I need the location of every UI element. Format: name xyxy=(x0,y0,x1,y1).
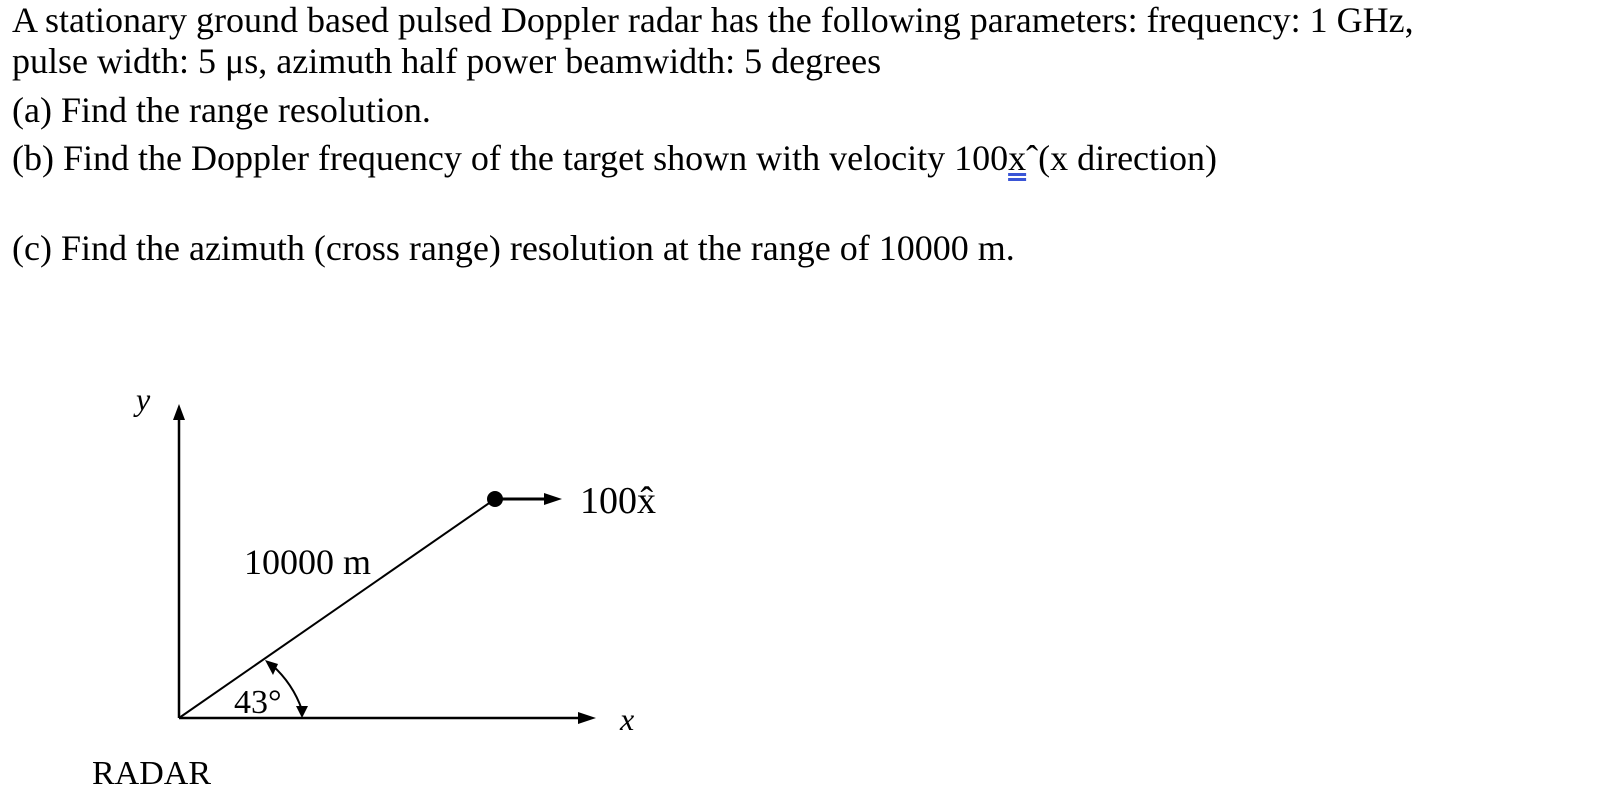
part-a-question: (a) Find the range resolution. xyxy=(12,90,431,130)
part-c-question: (c) Find the azimuth (cross range) resolution at the range of 10000 m. xyxy=(12,228,1015,268)
part-b-suffix: ˆ(x direction) xyxy=(1026,138,1218,178)
problem-statement-line-1: A stationary ground based pulsed Doppler radar has the following parameters: frequency: 1 GHz, xyxy=(12,0,1414,40)
problem-statement-line-2: pulse width: 5 μs, azimuth half power beamwidth: 5 degrees xyxy=(12,41,882,81)
angle-arc-arrowhead-top xyxy=(265,660,278,675)
range-line xyxy=(179,499,495,718)
x-axis-arrowhead xyxy=(578,712,596,724)
range-label: 10000 m xyxy=(244,542,372,582)
y-axis-arrowhead xyxy=(173,404,185,420)
velocity-arrowhead xyxy=(544,493,562,505)
y-axis-label: y xyxy=(136,381,151,417)
radar-label: RADAR xyxy=(92,755,212,790)
angle-arc-arrowhead-bottom xyxy=(296,706,308,718)
angle-label: 43° xyxy=(234,684,282,721)
part-b-unit-vector-x: x xyxy=(1008,138,1027,178)
x-axis-label: x xyxy=(620,701,635,737)
part-b-prefix: (b) Find the Doppler frequency of the target shown with velocity 100 xyxy=(12,138,1009,178)
velocity-label: 100x̂ xyxy=(580,480,656,522)
